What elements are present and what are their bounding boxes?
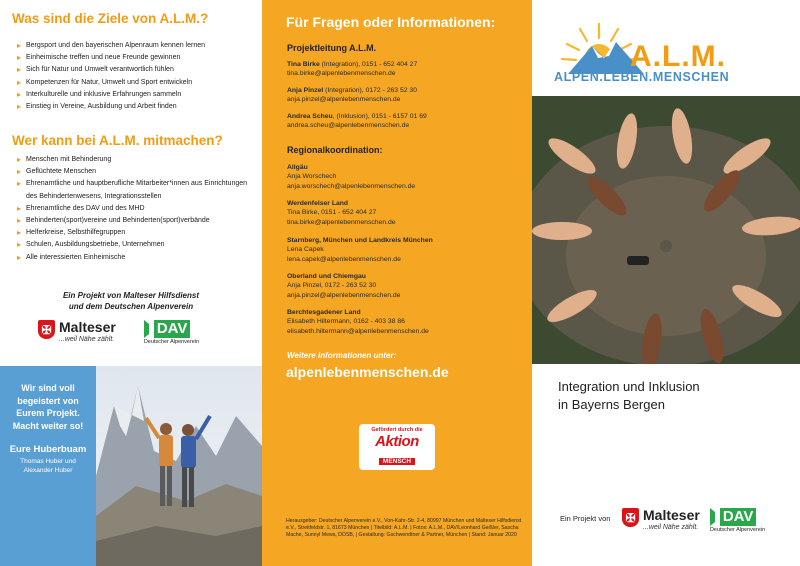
lead-contact bbox=[287, 60, 417, 79]
dav-edelweiss-icon bbox=[144, 320, 154, 338]
region-name: Berchtesgadener Land bbox=[287, 309, 361, 316]
lead-email[interactable]: tina.birke@alpenlebenmenschen.de bbox=[287, 70, 396, 78]
malteser-tagline: ...weil Nähe zählt. bbox=[59, 336, 115, 343]
list-item: ▸ Interkulturelle und inklusive Erfahrungen sammeln bbox=[17, 89, 205, 101]
malteser-tagline: ...weil Nähe zählt. bbox=[643, 524, 699, 531]
aktion-funded-by: Gefördert durch die bbox=[371, 427, 423, 433]
climbers-mountain-photo bbox=[96, 366, 262, 566]
region-contact bbox=[287, 272, 400, 300]
region-name: Starnberg, München und Landkreis München bbox=[287, 237, 433, 244]
lead-email[interactable]: andrea.scheu@alpenlebenmenschen.de bbox=[287, 122, 410, 130]
left-panel bbox=[0, 0, 262, 566]
testimonial-quote bbox=[0, 366, 96, 566]
region-email[interactable]: elisabeth.hiltermann@alpenlebenmenschen.de bbox=[287, 327, 429, 335]
malteser-cross-icon: ✠ bbox=[38, 320, 55, 339]
region-heading: Regionalkoordination: bbox=[287, 145, 383, 155]
malteser-name: Malteser bbox=[643, 507, 700, 523]
dav-subtitle: Deutscher Alpenverein bbox=[709, 527, 766, 533]
lead-name: Tina Birke bbox=[287, 61, 320, 68]
project-credit bbox=[0, 290, 262, 312]
project-by-label: Ein Projekt von bbox=[560, 514, 611, 523]
region-email[interactable]: tina.birke@alpenlebenmenschen.de bbox=[287, 218, 396, 226]
region-contact bbox=[287, 308, 429, 336]
list-item: ▸ Menschen mit Behinderung bbox=[17, 154, 252, 166]
contact-heading: Für Fragen oder Informationen: bbox=[286, 14, 496, 30]
list-item: ▸ Einheimische treffen und neue Freunde gewinnen bbox=[17, 52, 205, 64]
list-item: ▸ Einstieg in Vereine, Ausbildung und Arbeit finden bbox=[17, 101, 205, 113]
list-item: ▸ Helferkreise, Selbsthilfegruppen bbox=[17, 227, 252, 239]
quote-name-2: Alexander Huber bbox=[23, 467, 73, 474]
who-list bbox=[17, 154, 252, 264]
list-item: ▸ Ehrenamtliche des DAV und des MHD bbox=[17, 203, 252, 215]
brand-title: A.L.M. bbox=[630, 40, 726, 73]
region-person: Lena Capek bbox=[287, 246, 324, 254]
list-item: ▸ Geflüchtete Menschen bbox=[17, 166, 252, 178]
lead-contact bbox=[287, 86, 417, 105]
alm-brand-logo bbox=[554, 18, 784, 90]
website-link[interactable]: alpenlebenmenschen.de bbox=[286, 364, 449, 380]
region-person: Anja Pinzel, 0172 - 263 52 30 bbox=[287, 282, 377, 290]
region-name: Oberland und Chiemgau bbox=[287, 273, 366, 280]
malteser-name: Malteser bbox=[59, 319, 116, 335]
aktion-name: Aktion bbox=[375, 433, 419, 450]
goals-heading: Was sind die Ziele von A.L.M.? bbox=[12, 11, 209, 26]
tagline-line1: Integration und Inklusion bbox=[558, 379, 700, 394]
lead-name: Andrea Scheu bbox=[287, 113, 333, 120]
who-heading: Wer kann bei A.L.M. mitmachen? bbox=[12, 133, 223, 148]
cover-tagline bbox=[558, 378, 700, 414]
quote-text: Wir sind voll begeistert von Eurem Projekt. Macht weiter so! bbox=[12, 383, 84, 431]
malteser-logo bbox=[38, 320, 116, 345]
quote-signature: Eure Huberbuam bbox=[9, 444, 87, 455]
region-contact bbox=[287, 163, 415, 191]
list-item: ▸ Behinderten(sport)vereine und Behinderten(sport)verbände bbox=[17, 215, 252, 227]
lead-detail: , (Inklusion), 0151 - 6157 01 69 bbox=[332, 113, 427, 120]
partner-logos-cover bbox=[622, 508, 765, 533]
aktion-mensch-logo bbox=[359, 424, 435, 470]
project-credit-line1: Ein Projekt von Malteser Hilfsdienst bbox=[62, 291, 200, 300]
aktion-mensch-label: MENSCH bbox=[379, 458, 415, 465]
region-email[interactable]: lena.capek@alpenlebenmenschen.de bbox=[287, 255, 401, 263]
list-item: ▸ Alle interessierten Einheimische bbox=[17, 252, 252, 264]
dav-name: DAV bbox=[720, 508, 757, 526]
region-name: Allgäu bbox=[287, 164, 308, 171]
list-item: ▸ Bergsport und den bayerischen Alpenraum kennen lernen bbox=[17, 40, 205, 52]
partner-logos bbox=[38, 320, 199, 345]
list-item: ▸ Sich für Natur und Umwelt verantwortlich fühlen bbox=[17, 64, 205, 76]
testimonial-block bbox=[0, 366, 262, 566]
region-contact bbox=[287, 236, 433, 264]
dav-logo bbox=[144, 320, 199, 345]
tagline-line2: in Bayerns Bergen bbox=[558, 397, 665, 412]
lead-name: Anja Pinzel bbox=[287, 87, 324, 94]
dav-name: DAV bbox=[154, 320, 191, 338]
list-item: ▸ Schulen, Ausbildungsbetriebe, Unternehmen bbox=[17, 239, 252, 251]
project-credit-line2: und dem Deutschen Alpenverein bbox=[68, 302, 194, 311]
region-email[interactable]: anja.worschech@alpenlebenmenschen.de bbox=[287, 182, 416, 190]
quote-names bbox=[6, 457, 90, 475]
dav-logo bbox=[710, 508, 765, 533]
region-person: Elisabeth Hiltermann, 0162 - 403 38 86 bbox=[287, 318, 405, 326]
hands-circle-photo bbox=[532, 96, 800, 364]
brand-subtitle: ALPEN.LEBEN.MENSCHEN bbox=[554, 70, 730, 84]
goals-list bbox=[17, 40, 205, 113]
region-person: Tina Birke, 0151 - 652 404 27 bbox=[287, 209, 377, 217]
lead-email[interactable]: anja.pinzel@alpenlebenmenschen.de bbox=[287, 96, 401, 104]
project-lead-heading: Projektleitung A.L.M. bbox=[287, 43, 377, 53]
imprint-text: Herausgeber: Deutscher Alpenverein e.V., Von-Kahr-Str. 2-4, 80997 München und Malteser Hilfsdienst e.V., Streitfeldstr. 1, 81673 München | Titelbild: A.L.M. | Fotos: A.L.M., DAV/Leonhard Geißler, Sascha Mache, Sunnyl Mews, DOSB, | Gestaltung: Gschwendtner & Partner, München | Stand: Januar 2020 bbox=[286, 518, 522, 539]
contact-panel bbox=[262, 0, 532, 566]
cover-panel bbox=[532, 0, 800, 566]
dav-edelweiss-icon bbox=[710, 508, 720, 526]
lead-contact bbox=[287, 112, 427, 131]
region-person: Anja Worschech bbox=[287, 173, 337, 181]
lead-detail: (Integration), 0151 - 652 404 27 bbox=[319, 61, 418, 68]
list-item: ▸ Kompetenzen für Natur, Umwelt und Sport entwickeln bbox=[17, 77, 205, 89]
dav-subtitle: Deutscher Alpenverein bbox=[143, 339, 200, 345]
malteser-cross-icon: ✠ bbox=[622, 508, 639, 527]
region-email[interactable]: anja.pinzel@alpenlebenmenschen.de bbox=[287, 291, 401, 299]
quote-name-1: Thomas Huber und bbox=[20, 458, 76, 465]
list-item: ▸ Ehrenamtliche und hauptberufliche Mitarbeiter*innen aus Einrichtungen des Behindertenwesens, Integrationsstellen bbox=[17, 178, 252, 202]
region-name: Werdenfelser Land bbox=[287, 200, 349, 207]
malteser-logo bbox=[622, 508, 700, 533]
region-contact bbox=[287, 199, 396, 227]
more-info-label: Weitere Informationen unter: bbox=[287, 351, 397, 360]
lead-detail: (Integration), 0172 - 263 52 30 bbox=[323, 87, 417, 94]
